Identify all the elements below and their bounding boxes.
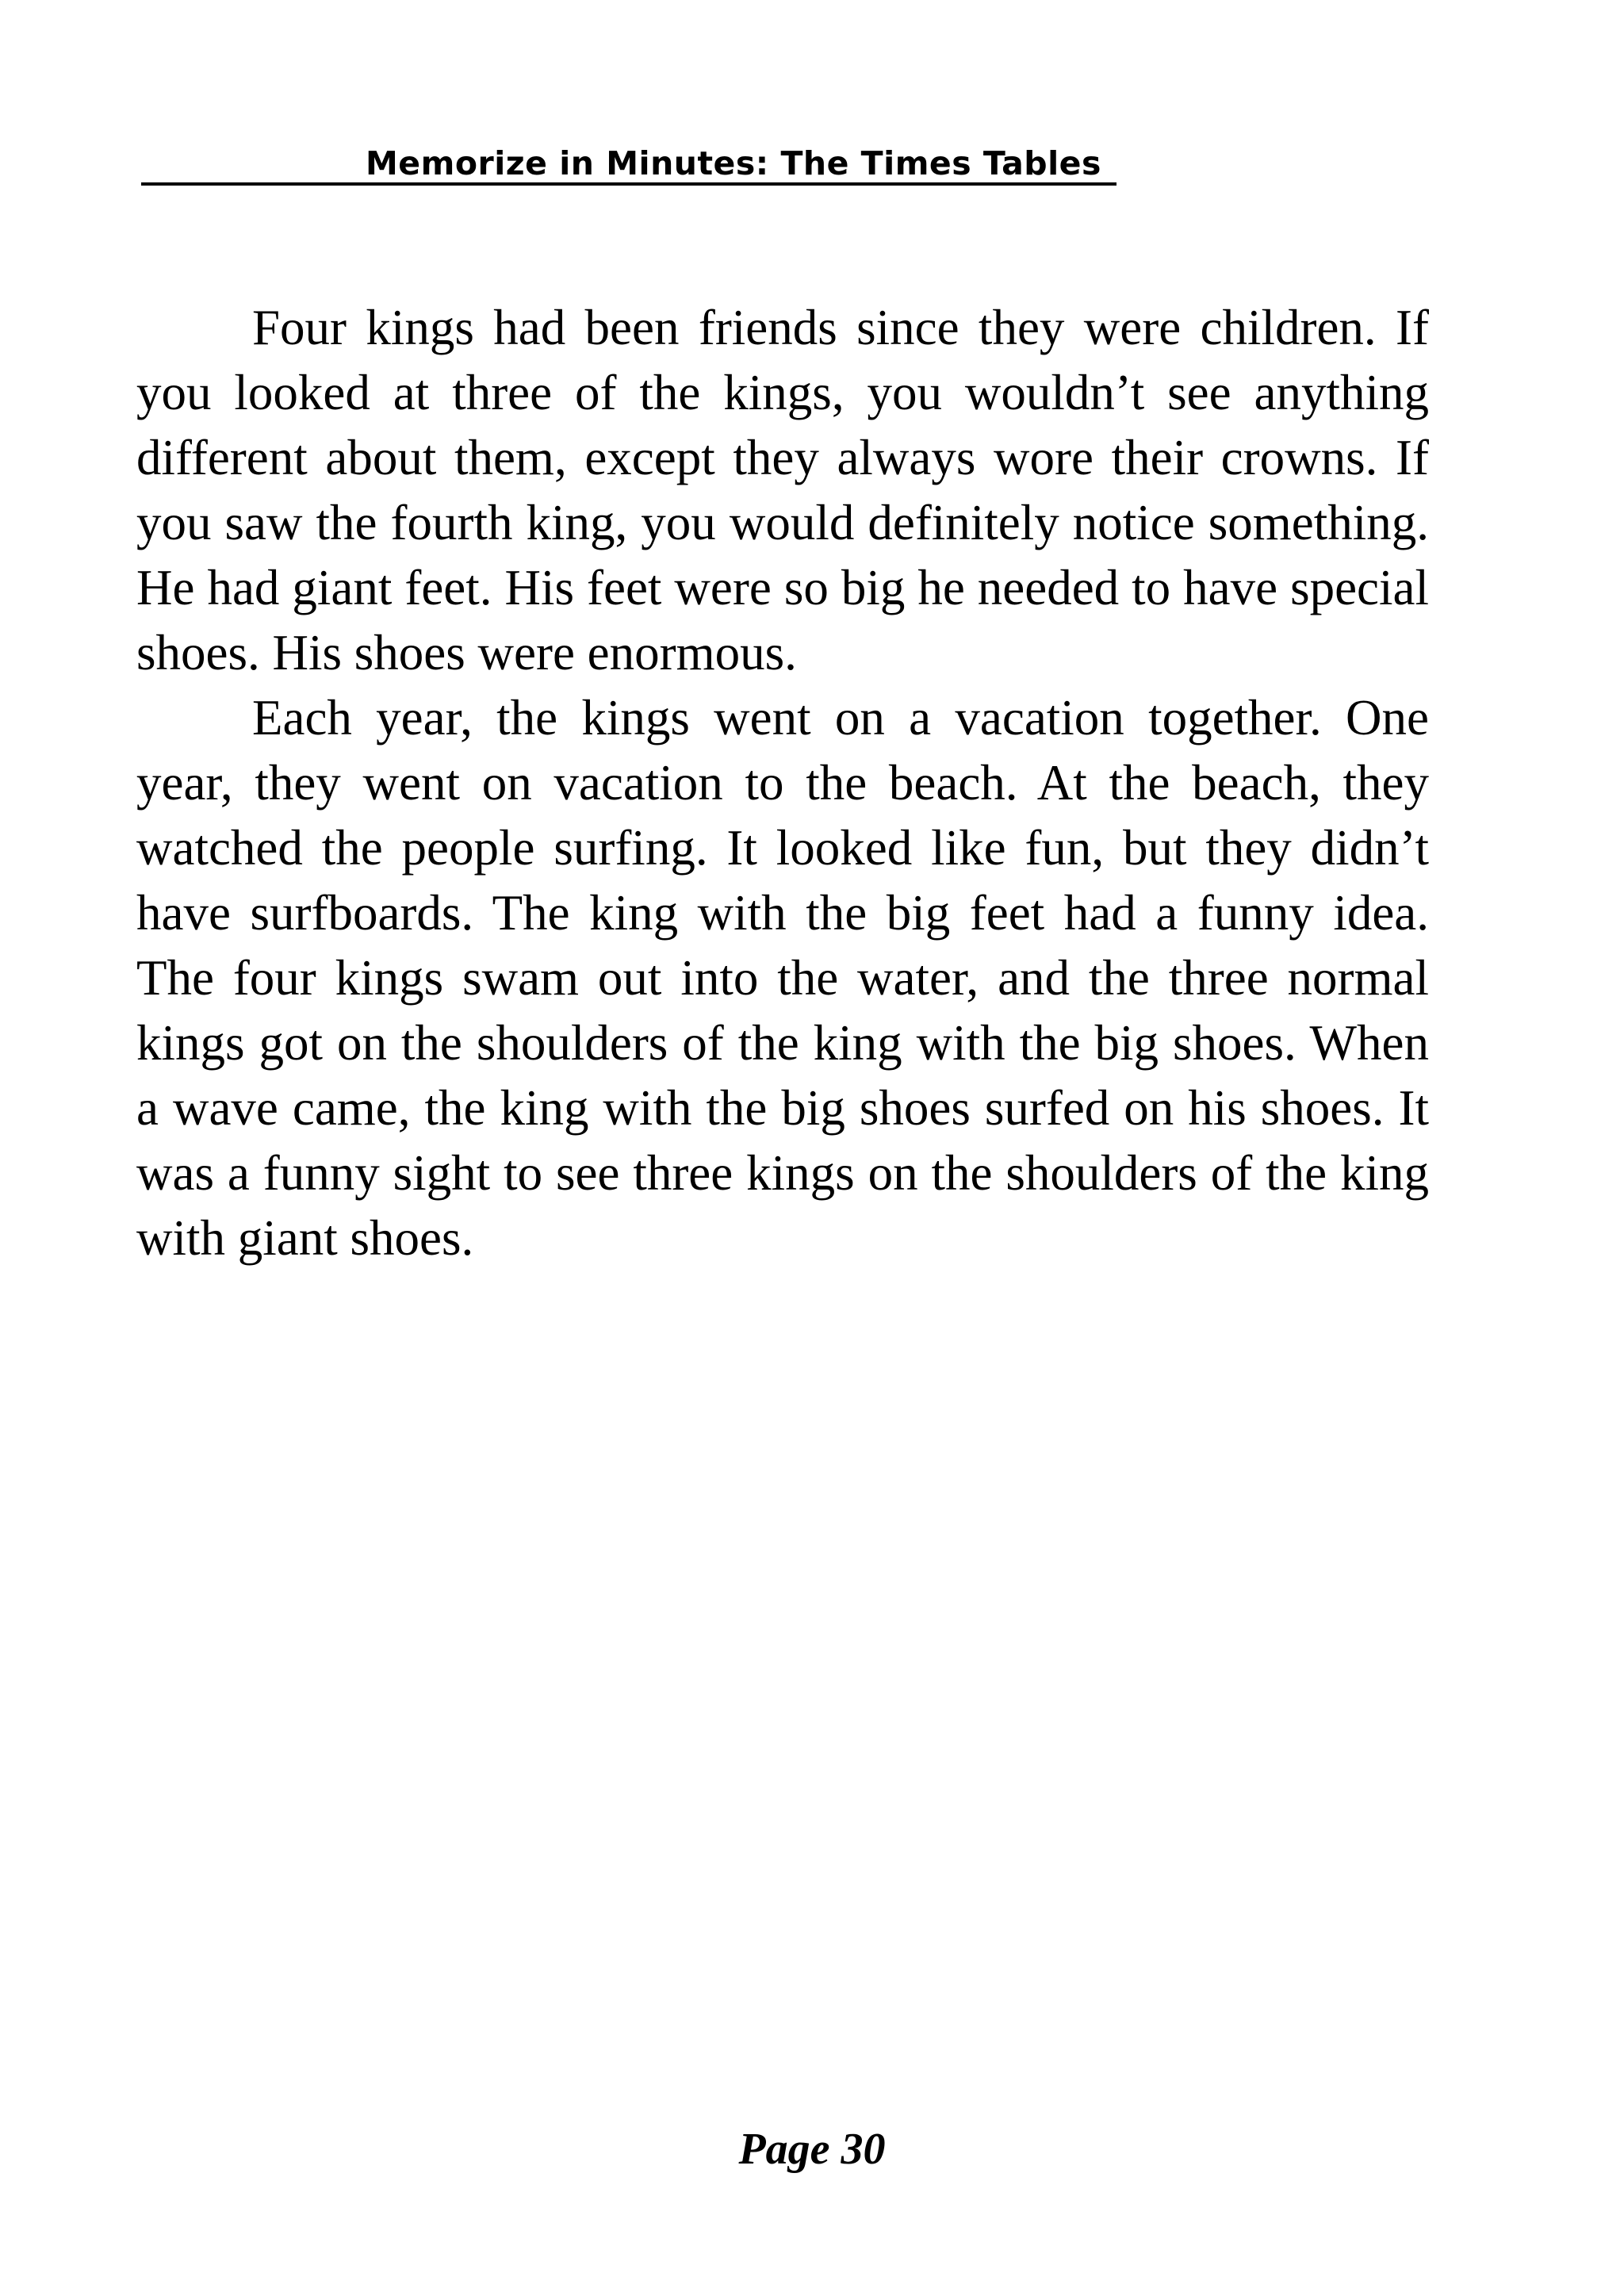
paragraph: Each year, the kings went on a vacation together. One year, they went on vacation to the beach. At the beach, they watched the people surfing. It looked like fun, but they didn’t have surfboards. The king with the big feet had a funny idea. The four kings swam out into the water, and the three normal kings got on the shoulders of the king with the big shoes. When a wave came, the king with the big shoes surfed on his shoes. It was a funny sight to see three kings on the shoulders of the king with giant shoes. <box>136 690 1429 1266</box>
running-header <box>141 141 1196 189</box>
book-title: Memorize in Minutes: The Times Tables <box>366 144 1101 182</box>
paragraph: Four kings had been friends since they were children. If you looked at three of the kings, you wouldn’t see anything different about them, except they always wore their crowns. If you saw the fourth king, you would definitely notice something. He had giant feet. His feet were so big he needed to have special shoes. His shoes were enormous. <box>136 300 1429 680</box>
page-number: Page 30 <box>738 2125 886 2174</box>
body-text <box>136 295 1429 1271</box>
